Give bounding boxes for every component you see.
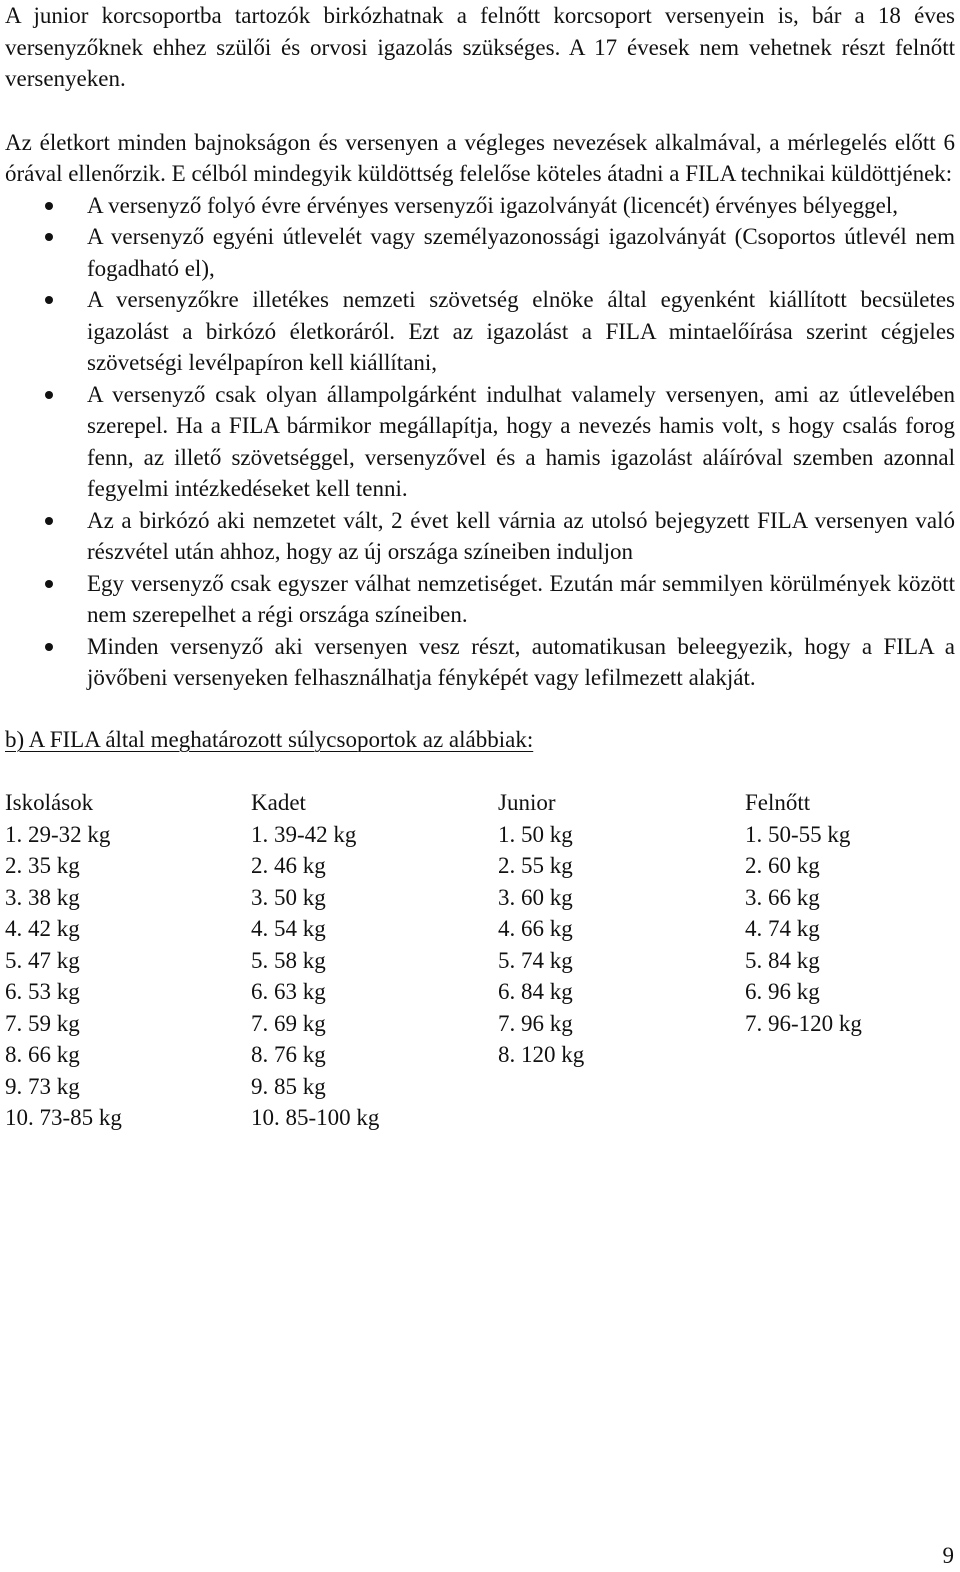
weight-class: 6. 84 kg xyxy=(498,979,573,1004)
weight-column-felnott xyxy=(745,787,945,1134)
weight-column-iskolasok xyxy=(5,787,251,1134)
list-item-text: A versenyző egyéni útlevelét vagy személyazonossági igazolványát (Csoportos útlevél nem fogadható el), xyxy=(87,224,955,281)
column-title: Felnőtt xyxy=(745,790,811,815)
column-title: Kadet xyxy=(251,790,306,815)
list-item-text: Minden versenyző aki versenyen vesz részt, automatikusan beleegyezik, hogy a FILA a jövőbeni versenyeken felhasználhatja fényképét vagy lefilmezett alakját. xyxy=(87,633,955,690)
section-heading: b) A FILA által meghatározott súlycsoportok az alábbiak: xyxy=(5,726,534,752)
bullet-icon xyxy=(45,391,53,399)
weight-class: 5. 84 kg xyxy=(745,947,820,973)
weight-class: 3. 38 kg xyxy=(5,884,80,910)
document-page xyxy=(5,0,955,1134)
bullet-icon xyxy=(45,643,53,651)
list-item-text: Az a birkózó aki nemzetet vált, 2 évet kell várnia az utolsó bejegyzett FILA versenyen való részvétel után ahhoz, hogy az új országa színeiben induljon xyxy=(87,507,955,564)
weight-class: 1. 50 kg xyxy=(498,821,573,847)
weight-class: 9. 73 kg xyxy=(5,1073,80,1099)
weight-class: 8. 120 kg xyxy=(498,1042,585,1067)
weight-class: 7. 96 kg xyxy=(498,1010,573,1036)
bullet-icon xyxy=(45,517,53,525)
weight-class: 4. 66 kg xyxy=(498,916,573,941)
list-item-text: A versenyző csak olyan állampolgárként indulhat valamely versenyen, ami az útlevelében szerepel. Ha a FILA bármikor megállapítja, hogy a nevezés hamis volt, s hogy csalás forog fenn, az illető szövetséggel, versenyzővel és a hamis igazolást aláíróval szemben azonnal fegyelmi intézkedéseket kell tenni. xyxy=(87,381,955,501)
weight-class: 4. 54 kg xyxy=(251,916,326,941)
list-item-text: Egy versenyző csak egyszer válhat nemzetiséget. Ezután már semmilyen körülmények között nem szerepelhet a régi országa színeiben. xyxy=(87,570,955,627)
weight-class: 1. 29-32 kg xyxy=(5,821,111,847)
list-item xyxy=(5,631,955,694)
weight-class: 2. 46 kg xyxy=(251,853,326,878)
weight-class: 6. 63 kg xyxy=(251,979,326,1004)
paragraph-junior-eligibility: A junior korcsoportba tartozók birkózhatnak a felnőtt korcsoport versenyein is, bár a 18 éves versenyzőknek ehhez szülői és orvosi igazolás szükséges. A 17 évesek nem vehetnek részt felnőtt versenyeken. xyxy=(5,3,955,91)
weight-class: 8. 66 kg xyxy=(5,1042,80,1067)
weight-class: 2. 60 kg xyxy=(745,853,820,878)
list-item xyxy=(5,568,955,631)
weight-class: 9. 85 kg xyxy=(251,1073,326,1099)
list-item xyxy=(5,190,955,222)
weight-class: 8. 76 kg xyxy=(251,1042,326,1067)
weight-class: 2. 35 kg xyxy=(5,853,80,878)
weight-class: 6. 96 kg xyxy=(745,979,820,1004)
weight-class: 5. 58 kg xyxy=(251,947,326,973)
weight-class: 10. 85-100 kg xyxy=(251,1105,380,1130)
list-item xyxy=(5,505,955,568)
list-item xyxy=(5,379,955,505)
bullet-list xyxy=(5,190,955,694)
weight-class: 3. 60 kg xyxy=(498,884,573,910)
weight-column-junior xyxy=(498,787,745,1134)
weight-class: 4. 42 kg xyxy=(5,916,80,941)
list-item xyxy=(5,284,955,379)
bullet-icon xyxy=(45,233,53,241)
bullet-icon xyxy=(45,296,53,304)
page-number: 9 xyxy=(942,1543,954,1568)
weight-column-kadet xyxy=(251,787,498,1134)
bullet-icon xyxy=(45,580,53,588)
weight-class: 7. 59 kg xyxy=(5,1010,80,1036)
list-item xyxy=(5,221,955,284)
weight-class: 3. 66 kg xyxy=(745,884,820,910)
weight-class-table xyxy=(5,787,955,1134)
weight-class: 2. 55 kg xyxy=(498,853,573,878)
weight-class: 5. 47 kg xyxy=(5,947,80,973)
weight-class: 3. 50 kg xyxy=(251,884,326,910)
weight-class: 5. 74 kg xyxy=(498,947,573,973)
list-item-text: A versenyző folyó évre érvényes versenyzői igazolványát (licencét) érvényes bélyeggel, xyxy=(87,192,899,218)
column-title: Iskolások xyxy=(5,790,94,815)
bullet-icon xyxy=(45,202,53,210)
column-title: Junior xyxy=(498,790,556,815)
weight-class: 10. 73-85 kg xyxy=(5,1105,122,1130)
weight-class: 1. 39-42 kg xyxy=(251,821,357,847)
weight-class: 1. 50-55 kg xyxy=(745,821,851,847)
list-item-text: A versenyzőkre illetékes nemzeti szövetség elnöke által egyenként kiállított becsületes igazolást a birkózó életkoráról. Ezt az igazolást a FILA mintaelőírása szerint cégjeles szövetségi levélpapíron kell kiállítani, xyxy=(87,287,955,375)
weight-class: 7. 96-120 kg xyxy=(745,1010,862,1036)
paragraph-age-check: Az életkort minden bajnokságon és versenyen a végleges nevezések alkalmával, a mérlegelés előtt 6 órával ellenőrzik. E célból mindegyik küldöttség felelőse köteles átadni a FILA technikai küldöttjének: xyxy=(5,129,955,186)
weight-class: 4. 74 kg xyxy=(745,916,820,941)
weight-class: 7. 69 kg xyxy=(251,1010,326,1036)
weight-class: 6. 53 kg xyxy=(5,979,80,1004)
